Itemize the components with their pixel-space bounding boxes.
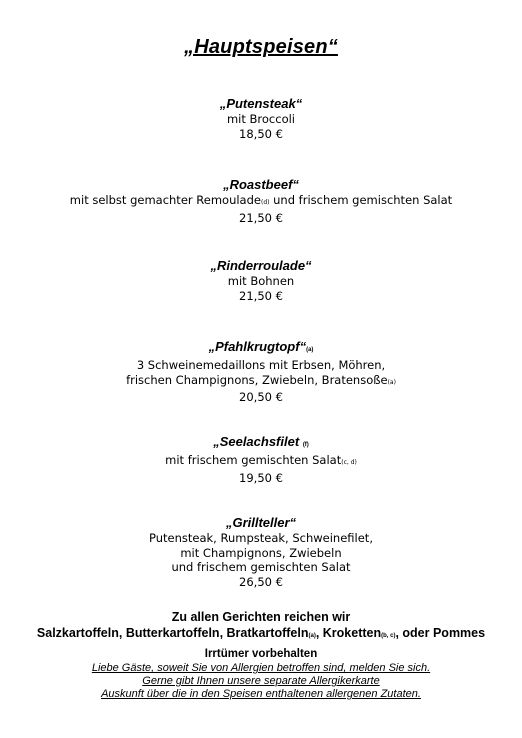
allergen-code: (a) [308,633,316,639]
dish-putensteak [0,96,522,141]
dish-name: „Putensteak“ [219,96,303,111]
dish-name: „Seelachsfilet [213,434,300,449]
dish-name: „Pfahlkrugtopf“ [208,339,307,354]
allergen-code: (b, c) [381,633,396,639]
dish-description-part: mit selbst gemachter Remoulade [69,193,261,207]
disclaimer-heading: Irrtümer vorbehalten [204,648,318,660]
allergy-note-line-1: Liebe Gäste, soweit Sie von Allergien betroffen sind, melden Sie sich. [91,662,431,674]
dish-description-2: mit Champignons, Zwiebeln [180,545,342,560]
dish-name: „Rinderroulade“ [210,258,312,273]
dish-name-row [0,339,522,358]
dish-price: 21,50 € [239,210,283,225]
dish-name-row [0,434,522,453]
allergen-code: (a) [306,347,314,353]
dish-description-2 [0,373,522,391]
sides-text: Salzkartoffeln, Butterkartoffeln, Bratkartoffeln [36,626,309,640]
allergy-note-line-3: Auskunft über die in den Speisen enthaltenen allergenen Zutaten. [101,688,421,700]
dish-roastbeef [0,177,522,225]
page-title: „Hauptspeisen“ [184,36,338,58]
dish-price: 20,50 € [239,390,283,404]
dish-description: mit Broccoli [226,112,296,126]
dish-price: 26,50 € [239,574,283,589]
dish-seelachsfilet [0,434,522,485]
dish-description: 3 Schweinemedaillons mit Erbsen, Möhren, [136,358,386,372]
dish-pfahlkrugtopf [0,339,522,405]
dish-grillteller [0,515,522,589]
allergy-note-line-2: Gerne gibt Ihnen unsere separate Allergikerkarte [142,675,380,687]
dish-name: „Grillteller“ [225,515,297,530]
sides-intro: Zu allen Gerichten reichen wir [171,610,351,624]
dish-price: 18,50 € [239,126,283,141]
sides-list [0,625,522,644]
allergen-code: (c, d) [341,459,357,466]
dish-price: 19,50 € [239,470,283,485]
dish-name: „Roastbeef“ [223,177,299,192]
dish-rinderroulade [0,258,522,303]
allergen-code: (a) [387,378,396,386]
dish-description [0,193,522,211]
dish-description: Putensteak, Rumpsteak, Schweinefilet, [149,531,373,545]
allergen-code: (f) [302,442,309,448]
sides-text: , Kroketten [315,626,382,640]
sides-text: , oder Pommes [395,626,486,640]
dish-description-part: frischen Champignons, Zwiebeln, Bratensoße [126,372,388,387]
dish-description-part: und frischem gemischten Salat [269,193,453,207]
dish-description-3: und frischem gemischten Salat [171,560,351,574]
dish-description [0,453,522,471]
allergen-code: (d) [260,199,270,206]
dish-description: mit Bohnen [227,274,295,288]
dish-price: 21,50 € [239,288,283,303]
dish-description-part: mit frischem gemischten Salat [165,453,342,467]
